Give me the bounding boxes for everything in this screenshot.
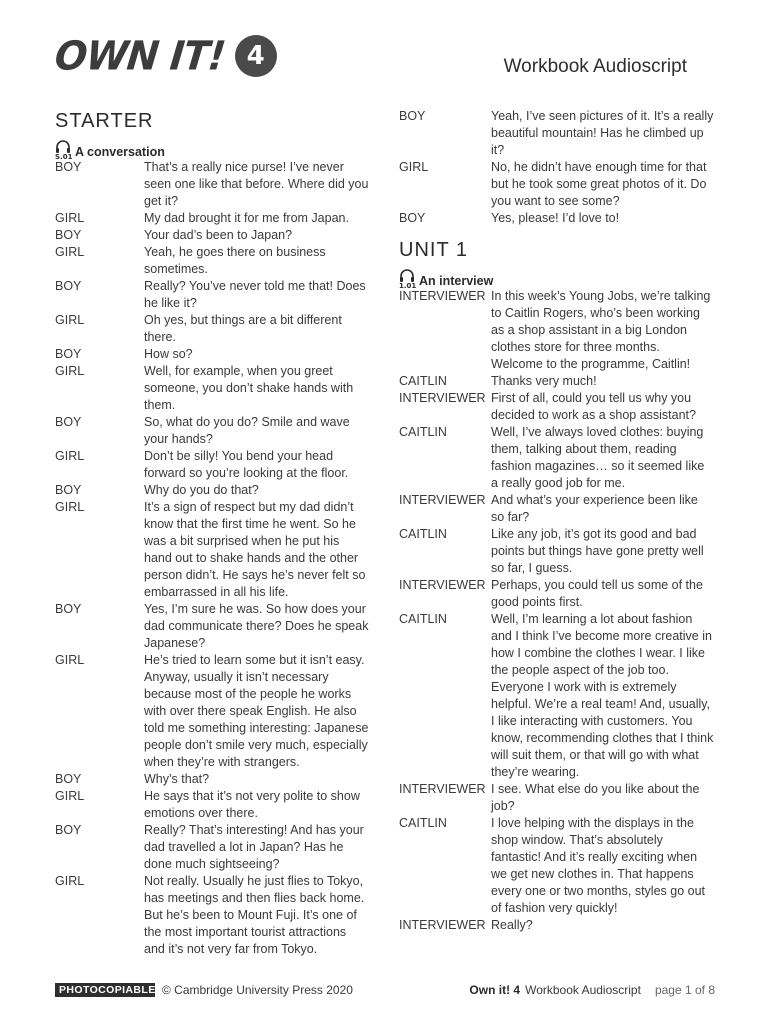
dialogue-line xyxy=(55,227,370,244)
footer-brand: Own it! 4 xyxy=(469,983,521,997)
speaker-name: BOY xyxy=(55,823,82,837)
speech-text: Well, I’m learning a lot about fashion and I think I’ve become more creative in how I combine the clothes I wear. I like the people aspect of the job too. Everyone I work with is extremely helpful. We’re a real team! And, usually, I like interacting with customers. You know, recommending clothes that I think will suit them, or that will go with what they’re wearing. xyxy=(491,612,714,779)
speaker-name: CAITLIN xyxy=(399,612,447,626)
dialogue-list xyxy=(399,288,714,934)
track-number: 1.01 xyxy=(399,282,417,290)
speaker-name: GIRL xyxy=(55,449,85,463)
speech-text: So, what do you do? Smile and wave your hands? xyxy=(144,415,350,446)
dialogue-line xyxy=(55,652,370,771)
speaker-name: GIRL xyxy=(55,245,85,259)
dialogue-line xyxy=(399,108,714,159)
dialogue-line xyxy=(399,424,714,492)
copyright: © Cambridge University Press 2020 xyxy=(162,983,353,997)
speaker-name: INTERVIEWER xyxy=(399,289,486,303)
speech-text: Well, I’ve always loved clothes: buying them, talking about them, reading fashion magazines… so it seemed like a really good job for me. xyxy=(491,425,705,490)
speech-text: Thanks very much! xyxy=(491,374,597,388)
speaker-name: CAITLIN xyxy=(399,374,447,388)
page-number: page 1 of 8 xyxy=(654,983,715,997)
speech-text: And what’s your experience been like so far? xyxy=(491,493,698,524)
dialogue-line xyxy=(55,822,370,873)
speech-text: Yeah, I’ve seen pictures of it. It’s a really beautiful mountain! Has he climbed up it? xyxy=(491,109,714,157)
dialogue-line xyxy=(399,159,714,210)
speech-text: First of all, could you tell us why you decided to work as a shop assistant? xyxy=(491,391,696,422)
speaker-name: CAITLIN xyxy=(399,527,447,541)
speech-text: Really? You’ve never told me that! Does he like it? xyxy=(144,279,366,310)
dialogue-line xyxy=(399,390,714,424)
track-title: A conversation xyxy=(75,145,165,159)
footer-right xyxy=(469,983,715,997)
dialogue-line xyxy=(55,771,370,788)
dialogue-line xyxy=(55,601,370,652)
speech-text: Why do you do that? xyxy=(144,483,259,497)
speaker-name: CAITLIN xyxy=(399,816,447,830)
speech-text: In this week’s Young Jobs, we’re talking to Caitlin Rogers, who’s been working as a shop assistant in a big London clothes store for three months. Welcome to the programme, Caitlin! xyxy=(491,289,711,371)
speaker-name: INTERVIEWER xyxy=(399,782,486,796)
speech-text: Why’s that? xyxy=(144,772,210,786)
dialogue-line xyxy=(55,448,370,482)
speaker-name: BOY xyxy=(55,160,82,174)
speech-text: I love helping with the displays in the shop window. That’s absolutely fantastic! And it’s really exciting when we get new clothes in. That happens every one or two months, styles go out of fashion very quickly! xyxy=(491,816,705,915)
speech-text: That’s a really nice purse! I’ve never seen one like that before. Where did you get it? xyxy=(144,160,369,208)
headphones-icon xyxy=(399,269,415,288)
speech-text: He says that it’s not very polite to show emotions over there. xyxy=(144,789,360,820)
speech-text: Perhaps, you could tell us some of the good points first. xyxy=(491,578,703,609)
dialogue-line xyxy=(55,278,370,312)
logo-text: OWN IT! xyxy=(52,32,228,80)
dialogue-line xyxy=(55,414,370,448)
dialogue-line xyxy=(55,312,370,346)
dialogue-line xyxy=(399,210,714,227)
track-number: S.01 xyxy=(55,153,73,161)
dialogue-line xyxy=(55,873,370,958)
speech-text: My dad brought it for me from Japan. xyxy=(144,211,349,225)
dialogue-line xyxy=(399,492,714,526)
speaker-name: INTERVIEWER xyxy=(399,918,486,932)
dialogue-line xyxy=(55,788,370,822)
speaker-name: INTERVIEWER xyxy=(399,578,486,592)
speech-text: Really? xyxy=(491,918,533,932)
logo-level-badge: 4 xyxy=(235,35,277,77)
speech-text: How so? xyxy=(144,347,193,361)
headphones-icon xyxy=(55,140,71,159)
dialogue-line xyxy=(55,159,370,210)
dialogue-line xyxy=(399,815,714,917)
right-column xyxy=(399,108,714,934)
speech-text: Well, for example, when you greet someone, you don’t shake hands with them. xyxy=(144,364,354,412)
footer xyxy=(55,983,715,997)
speaker-name: GIRL xyxy=(55,313,85,327)
dialogue-line xyxy=(399,917,714,934)
photocopiable-badge: PHOTOCOPIABLE xyxy=(55,983,155,997)
dialogue-line xyxy=(399,611,714,781)
speaker-name: GIRL xyxy=(55,789,85,803)
speech-text: It’s a sign of respect but my dad didn’t know that the first time he went. So he was a bit surprised when he put his hand out to shake hands and the other person didn’t. He says he’s never felt so embarrassed in all his life. xyxy=(144,500,366,599)
dialogue-line xyxy=(399,781,714,815)
speech-text: Yes, I’m sure he was. So how does your dad communicate there? Does he speak Japanese? xyxy=(144,602,369,650)
speaker-name: INTERVIEWER xyxy=(399,493,486,507)
dialogue-line xyxy=(55,210,370,227)
speaker-name: BOY xyxy=(55,347,82,361)
dialogue-line xyxy=(55,482,370,499)
speaker-name: GIRL xyxy=(55,874,85,888)
dialogue-line xyxy=(55,363,370,414)
speaker-name: BOY xyxy=(55,483,82,497)
speaker-name: BOY xyxy=(55,602,82,616)
speaker-name: GIRL xyxy=(55,500,85,514)
speech-text: Really? That’s interesting! And has your dad travelled a lot in Japan? Has he done much sightseeing? xyxy=(144,823,364,871)
speaker-name: GIRL xyxy=(55,211,85,225)
footer-doc-title: Workbook Audioscript xyxy=(525,983,641,997)
dialogue-line xyxy=(399,577,714,611)
dialogue-line xyxy=(55,346,370,363)
dialogue-list xyxy=(55,159,370,958)
speaker-name: BOY xyxy=(55,415,82,429)
speaker-name: BOY xyxy=(399,211,426,225)
speaker-name: GIRL xyxy=(55,653,85,667)
speech-text: Yeah, he goes there on business sometimes. xyxy=(144,245,326,276)
speech-text: Oh yes, but things are a bit different there. xyxy=(144,313,342,344)
speaker-name: INTERVIEWER xyxy=(399,391,486,405)
dialogue-list-continued xyxy=(399,108,714,227)
speech-text: Don’t be silly! You bend your head forward so you’re looking at the floor. xyxy=(144,449,349,480)
dialogue-line xyxy=(55,244,370,278)
speech-text: No, he didn’t have enough time for that but he took some great photos of it. Do you want to see some? xyxy=(491,160,707,208)
speaker-name: BOY xyxy=(55,772,82,786)
audio-track xyxy=(55,139,370,159)
section-heading-starter: STARTER xyxy=(55,110,154,132)
speech-text: Your dad’s been to Japan? xyxy=(144,228,293,242)
speaker-name: BOY xyxy=(399,109,426,123)
logo xyxy=(52,32,277,80)
dialogue-line xyxy=(399,526,714,577)
speech-text: Not really. Usually he just flies to Tokyo, has meetings and then flies back home. But he’s been to Mount Fuji. It’s one of the most important tourist attractions and it’s not very far from Tokyo. xyxy=(144,874,365,956)
speaker-name: BOY xyxy=(55,228,82,242)
speaker-name: GIRL xyxy=(55,364,85,378)
section-heading-unit-1: UNIT 1 xyxy=(399,239,468,261)
dialogue-line xyxy=(399,288,714,373)
speaker-name: GIRL xyxy=(399,160,429,174)
speech-text: I see. What else do you like about the job? xyxy=(491,782,700,813)
speech-text: He’s tried to learn some but it isn’t easy. Anyway, usually it isn’t necessary because most of the people he works with over there speak English. He also told me something interesting: Japanese people don’t smile very much, especially when they’re with strangers. xyxy=(144,653,369,769)
track-title: An interview xyxy=(419,274,494,288)
speaker-name: BOY xyxy=(55,279,82,293)
document-title: Workbook Audioscript xyxy=(503,56,687,77)
left-column xyxy=(55,108,370,958)
speaker-name: CAITLIN xyxy=(399,425,447,439)
dialogue-line xyxy=(399,373,714,390)
speech-text: Yes, please! I’d love to! xyxy=(491,211,620,225)
dialogue-line xyxy=(55,499,370,601)
audio-track xyxy=(399,268,714,288)
speech-text: Like any job, it’s got its good and bad points but things have gone pretty well so far, I guess. xyxy=(491,527,704,575)
